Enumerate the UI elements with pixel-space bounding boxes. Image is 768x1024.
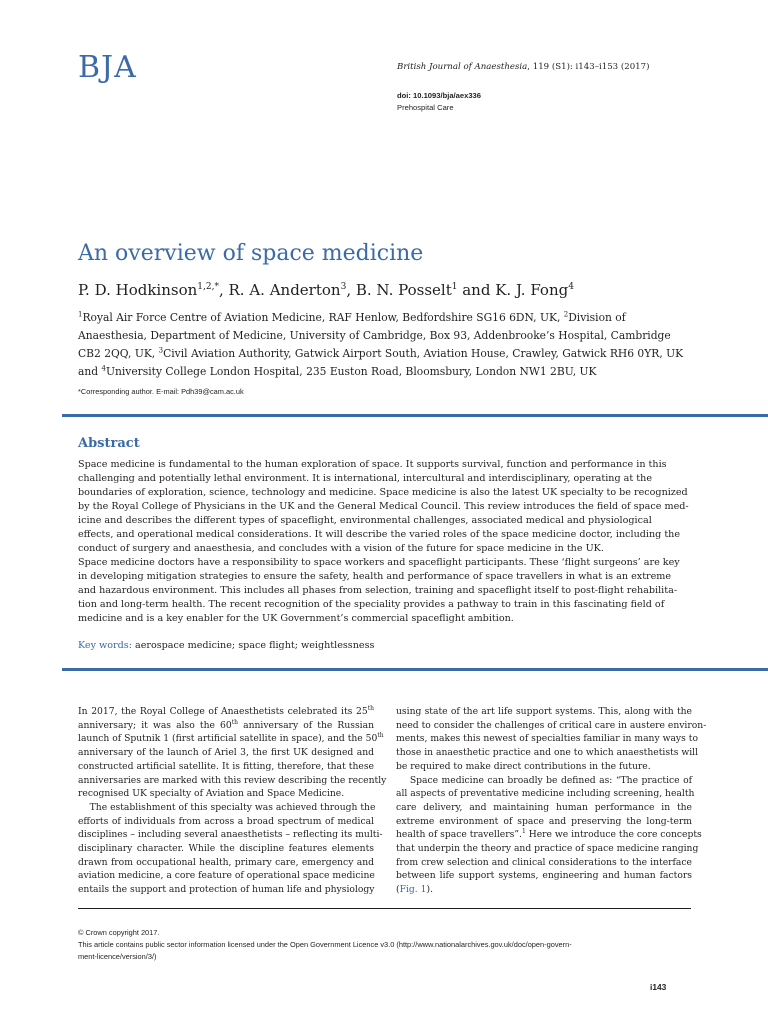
affiliation-marker: 2 xyxy=(563,310,569,319)
body-line: drawn from occupational health, primary care, emergency and xyxy=(78,856,374,868)
body-line: disciplinary character. While the discipline features elements xyxy=(78,843,374,855)
body-line: In 2017, the Royal College of Anaesthetists celebrated its 25th xyxy=(78,704,374,717)
author-name: P. D. Hodkinson xyxy=(78,281,198,299)
divider-top xyxy=(62,414,768,417)
body-line: that underpin the theory and practice of space medicine ranging xyxy=(396,843,699,855)
figure-link[interactable]: Fig. 1 xyxy=(399,884,427,896)
author-name: R. A. Anderton xyxy=(228,281,341,299)
journal-details: , 119 (S1): i143–i153 (2017) xyxy=(527,62,650,72)
superscript: th xyxy=(231,718,238,726)
doi[interactable]: doi: 10.1093/bja/aex336 xyxy=(397,91,482,100)
author-affiliation-marker: 3 xyxy=(340,282,347,292)
body-line: constructed artificial satellite. It is fitting, therefore, that these xyxy=(78,760,374,772)
author-name: B. N. Posselt xyxy=(355,281,452,299)
body-line: all aspects of preventative medicine including screening, health xyxy=(396,788,695,800)
body-line: care delivery, and maintaining human performance in the xyxy=(396,801,692,813)
abstract-line: by the Royal College of Physicians in the UK and the General Medical Council. This review introduces the field of space med- xyxy=(78,501,689,512)
abstract-line: Space medicine doctors have a responsibility to space workers and spaceflight participants. These ‘flight surgeons’ are key xyxy=(78,557,680,568)
superscript: 1 xyxy=(521,828,526,836)
journal-logo: BJA xyxy=(78,50,137,85)
body-line: from crew selection and clinical considerations to the interface xyxy=(396,856,692,868)
author-affiliation-marker: 1,2,* xyxy=(197,282,219,292)
body-line: between life support systems, engineering and human factors xyxy=(396,870,692,882)
abstract-line: icine and describes the different types of spaceflight, environmental challenges, associated medical and physiological xyxy=(78,515,652,526)
body-line: be required to make direct contributions in the future. xyxy=(396,760,651,772)
affiliation-text: Division of Anaesthesia, Department of Medicine, University of Cambridge, Box 93, Addenbrooke’s Hospital, Cambridge CB2 2QQ, UK, xyxy=(78,311,671,360)
body-line: health of space travellers”.$^1$ Here we introduce the core concepts xyxy=(396,828,702,841)
section-label: Prehospital Care xyxy=(397,103,454,112)
affiliation-text: University College London Hospital, 235 Euston Road, Bloomsbury, London NW1 2BU, UK xyxy=(105,365,597,378)
body-column-left xyxy=(78,704,387,897)
body-line: need to consider the challenges of critical care in austere environ- xyxy=(396,719,707,731)
abstract-line: effects, and operational medical considerations. It will describe the varied roles of the space medicine doctor, including the xyxy=(78,529,681,540)
journal-name: British Journal of Anaesthesia xyxy=(397,62,528,72)
abstract-line: challenging and potentially lethal environment. It is international, intercultural and interdisciplinary, operating at the xyxy=(78,473,652,484)
abstract-line: Space medicine is fundamental to the human exploration of space. It supports survival, function and performance in this xyxy=(78,459,667,470)
footer-rule xyxy=(78,908,691,909)
licence-notice xyxy=(78,939,698,962)
licence-line[interactable]: ment-licence/version/3/) xyxy=(78,951,157,961)
abstract-heading: Abstract xyxy=(78,436,140,451)
body-line: (Fig. 1). xyxy=(396,884,433,896)
body-line: anniversary of the launch of Ariel 3, the first UK designed and xyxy=(78,747,374,759)
body-column-right xyxy=(396,705,707,897)
divider-bottom xyxy=(62,668,768,671)
body-line: ments, makes this newest of specialties familiar in many ways to xyxy=(396,733,698,745)
affiliation-marker: 1 xyxy=(78,310,83,319)
keywords-label: Key words: xyxy=(78,640,132,651)
abstract-text xyxy=(78,458,689,626)
author-affiliation-marker: 1 xyxy=(451,282,458,292)
author-list: P. D. Hodkinson$^{1,2,*}$, R. A. Anderton$^3$, B. N. Posselt$^1$ and K. J. Fong$^4$ xyxy=(78,281,574,299)
article-title: An overview of space medicine xyxy=(78,241,424,266)
body-line: Space medicine can broadly be defined as: “The practice of xyxy=(396,774,692,786)
body-line: using state of the art life support systems. This, along with the xyxy=(396,706,692,717)
keywords-list: aerospace medicine; space flight; weightlessness xyxy=(131,640,375,651)
affiliation-marker: 4 xyxy=(101,364,106,373)
affiliations xyxy=(78,309,688,381)
body-line: The establishment of this specialty was achieved through the xyxy=(78,801,376,813)
licence-line[interactable]: This article contains public sector information licensed under the Open Government Licence v3.0 (http://www.nationalarchives.gov.uk/doc/open-govern- xyxy=(78,940,572,949)
body-line: extreme environment of space and preserving the long-term xyxy=(396,815,692,827)
journal-citation xyxy=(397,62,649,72)
affiliation-marker: 3 xyxy=(158,346,164,355)
copyright: © Crown copyright 2017. xyxy=(78,928,160,937)
body-line: those in anaesthetic practice and one to which anaesthetists will xyxy=(396,747,699,759)
abstract-line: and hazardous environment. This includes all phases from selection, training and spaceflight itself to post-flight rehabilita- xyxy=(78,585,678,596)
superscript: th xyxy=(377,732,384,740)
body-line: entails the support and protection of human life and physiology xyxy=(78,884,375,896)
page-number: i143 xyxy=(650,982,667,992)
body-line: anniversary; it was also the 60th anniversary of the Russian xyxy=(78,718,375,731)
body-line: recognised UK specialty of Aviation and Space Medicine. xyxy=(78,788,345,800)
body-line: launch of Sputnik 1 (first artificial satellite in space), and the 50th xyxy=(78,732,384,745)
body-line: disciplines – including several anaesthetists – reflecting its multi- xyxy=(78,829,383,841)
abstract-line: in developing mitigation strategies to ensure the safety, health and performance of space travellers in what is an extreme xyxy=(78,571,672,582)
body-line: aviation medicine, a core feature of operational space medicine xyxy=(78,870,375,882)
body-line: efforts of individuals from across a broad spectrum of medical xyxy=(78,815,374,827)
abstract-line: tion and long-term health. The recent recognition of the speciality provides a pathway to train in this fascinating field of xyxy=(78,599,665,610)
body-line: anniversaries are marked with this review describing the recently xyxy=(78,774,387,786)
keywords xyxy=(78,640,374,651)
affiliation-text: Royal Air Force Centre of Aviation Medicine, RAF Henlow, Bedfordshire SG16 6DN, UK, xyxy=(82,311,564,324)
abstract-line: conduct of surgery and anaesthesia, and concludes with a vision of the future for space medicine in the UK. xyxy=(78,543,604,554)
affiliation-text: Civil Aviation Authority, Gatwick Airport South, Aviation House, Crawley, Gatwick RH6 0YR, UK and xyxy=(78,347,684,378)
abstract-line: boundaries of exploration, science, technology and medicine. Space medicine is also the latest UK specialty to be recognized xyxy=(78,487,688,498)
author-affiliation-marker: 4 xyxy=(568,282,574,292)
author-name: K. J. Fong xyxy=(495,281,569,299)
abstract-line: medicine and is a key enabler for the UK Government’s commercial spaceflight ambition. xyxy=(78,613,514,624)
superscript: th xyxy=(367,704,374,712)
corresponding-author: *Corresponding author. E-mail: Pdh39@cam.ac.uk xyxy=(78,387,244,396)
